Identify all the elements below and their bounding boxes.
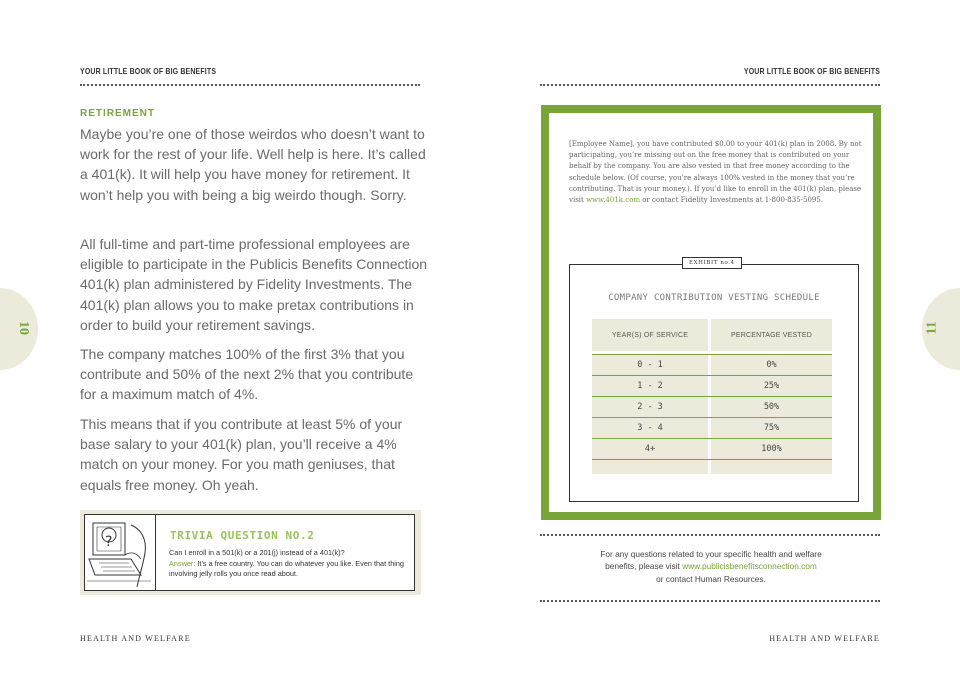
statement-card (549, 113, 873, 512)
header-divider-right (540, 84, 880, 86)
trivia-card (84, 514, 415, 591)
statement-link[interactable]: www.401k.com (586, 196, 641, 205)
contact-text: benefits, please visit (605, 561, 683, 572)
contact-divider-bottom (540, 600, 880, 602)
cell-empty (592, 460, 708, 474)
exhibit-box (569, 260, 859, 502)
trivia-title: TRIVIA QUESTION NO.2 (170, 529, 315, 542)
trivia-question: Can I enroll in a 501(k) or a 201(j) instead of a 401(k)? (169, 548, 345, 557)
table-row (592, 375, 832, 396)
cell-years: 4+ (592, 439, 708, 459)
contact-line-1: For any questions related to your specific health and welfare (600, 549, 822, 559)
running-footer-right: HEALTH AND WELFARE (769, 634, 880, 643)
trivia-answer-label: Answer: (169, 558, 196, 568)
trivia-answer (169, 559, 413, 580)
cell-years: 2 - 3 (592, 397, 708, 417)
cell-years: 1 - 2 (592, 376, 708, 396)
section-title: RETIREMENT (80, 108, 155, 119)
trivia-body (169, 548, 413, 580)
contact-divider-top (540, 534, 880, 536)
table-row (592, 396, 832, 417)
paragraph-summary: This means that if you contribute at least 5% of your base salary to your 401(k) plan, you’ll receive a 4% match on your money. For you math geniuses, that equals free money. Oh yeah. (80, 416, 403, 493)
cell-percentage: 25% (711, 376, 832, 396)
cell-years: 3 - 4 (592, 418, 708, 438)
page-number-left: 10 (16, 321, 31, 335)
trivia-illustration (85, 515, 156, 590)
table-row (592, 438, 832, 459)
running-footer-left: HEALTH AND WELFARE (80, 634, 191, 643)
cell-percentage: 0% (711, 355, 832, 375)
contact-block (541, 548, 881, 585)
statement-contact: or contact Fidelity Investments at 1-800-835-5095. (640, 196, 824, 205)
table-row-empty (592, 459, 832, 480)
vesting-table-title: COMPANY CONTRIBUTION VESTING SCHEDULE (608, 293, 820, 303)
running-header-right: YOUR LITTLE BOOK OF BIG BENEFITS (743, 66, 880, 76)
cell-empty (711, 460, 832, 474)
statement-text (569, 139, 865, 206)
benefits-website-link[interactable]: www.publicisbenefitsconnection.com (682, 561, 817, 572)
column-header-percentage: PERCENTAGE VESTED (711, 319, 832, 351)
contact-line-2 (541, 560, 881, 572)
contact-line-3: or contact Human Resources. (656, 573, 766, 584)
trivia-answer-text: It’s a free country. You can do whatever you like. Even that thing involving jelly rolls you once read about. (169, 558, 404, 578)
trivia-box (80, 510, 421, 595)
table-row (592, 354, 832, 375)
cell-percentage: 100% (711, 439, 832, 459)
header-divider-left (80, 84, 420, 86)
cell-years: 0 - 1 (592, 355, 708, 375)
running-header-left: YOUR LITTLE BOOK OF BIG BENEFITS (80, 66, 217, 76)
statement-panel (541, 105, 881, 520)
paragraph-eligibility: All full-time and part-time professional employees are eligible to participate in the Publicis Benefits Connection 401(k) plan administered by Fidelity Investments. The 401(k) plan allows you to make pretax contributions in order to build your retirement savings. (80, 236, 428, 333)
exhibit-tag: EXHIBIT no.4 (682, 257, 742, 269)
cell-percentage: 75% (711, 418, 832, 438)
paragraph-intro: Maybe you’re one of those weirdos who doesn’t want to work for the rest of your life. Well help is here. It’s called a 401(k). It will help you have money for retirement. It won’t help you with being a big weirdo though. Sorry. (80, 126, 426, 203)
svg-text:?: ? (105, 534, 113, 550)
paragraph-match: The company matches 100% of the first 3% that you contribute and 50% of the next 2% that you contribute for a maximum match of 4%. (80, 346, 414, 403)
page-number-right: 11 (924, 321, 940, 335)
person-at-laptop-icon (85, 515, 155, 590)
statement-body: [Employee Name], you have contributed $0.00 to your 401(k) plan in 2008. By not participating, you’re missing out on the free money that is contributed on your behalf by the company. You are also vested in that free money according to the schedule below. (Of course, you’re always 100% vested in the money that you’re contributing. That is your money.). If you’d like to enroll in the 401(k) plan, please visit (569, 140, 862, 205)
column-header-years: YEAR(S) OF SERVICE (592, 319, 708, 351)
cell-percentage: 50% (711, 397, 832, 417)
table-row (592, 417, 832, 438)
